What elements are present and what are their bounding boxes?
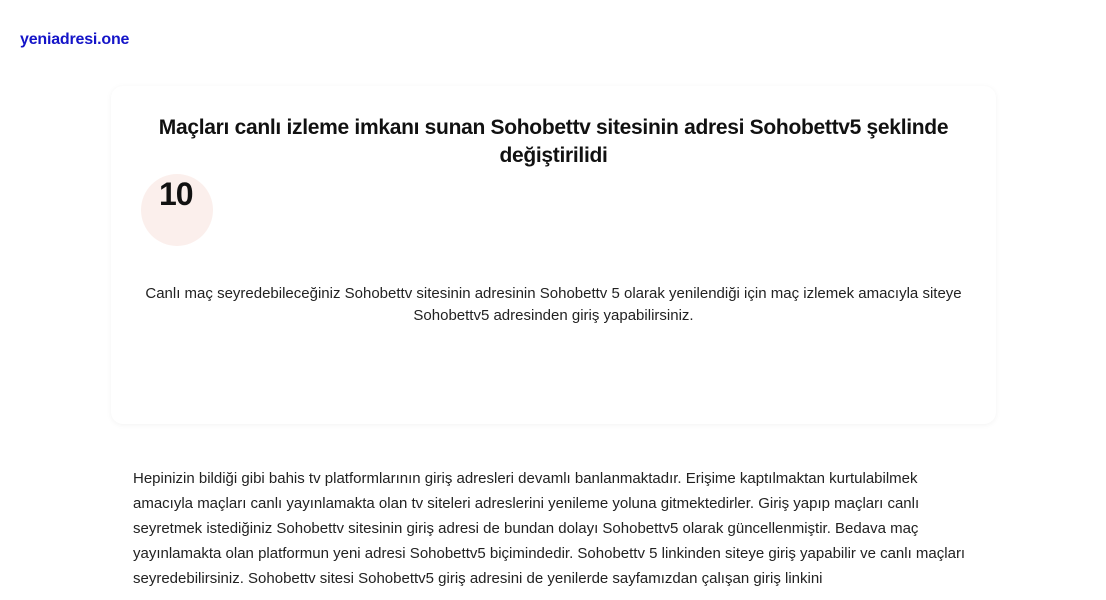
article-summary: Canlı maç seyredebileceğiniz Sohobettv sitesinin adresinin Sohobettv 5 olarak yenilendiği için maç izlemek amacıyla siteye Sohobettv5 adresinden giriş yapabilirsiniz. xyxy=(145,285,962,324)
site-logo-link[interactable]: yeniadresi.one xyxy=(20,31,130,48)
article-card xyxy=(111,86,996,424)
article-body: Hepinizin bildiği gibi bahis tv platformlarının giriş adresleri devamlı banlanmaktadır. Erişime kaptılmaktan kurtulabilmek amacıyla maçları canlı yayınlamakta olan tv siteleri adreslerini yenileme yoluna gitmektedirler. Giriş yapıp maçları canlı seyretmek istediğiniz Sohobettv sitesinin giriş adresi de bundan dolayı Sohobettv5 olarak güncellenmiştir. Bedava maç yayınlamakta olan platformun yeni adresi Sohobettv5 biçimindedir. Sohobettv 5 linkinden siteye giriş yapabilir ve canlı maçları seyredebilirsiniz. Sohobettv sitesi Sohobettv5 giriş adresini de yenilerde sayfamızdan çalışan giriş linkini xyxy=(133,470,966,587)
article-title: Maçları canlı izleme imkanı sunan Sohobettv sitesinin adresi Sohobettv5 şeklinde değiştirilidi xyxy=(158,116,949,167)
article-number: 10 xyxy=(159,176,193,212)
